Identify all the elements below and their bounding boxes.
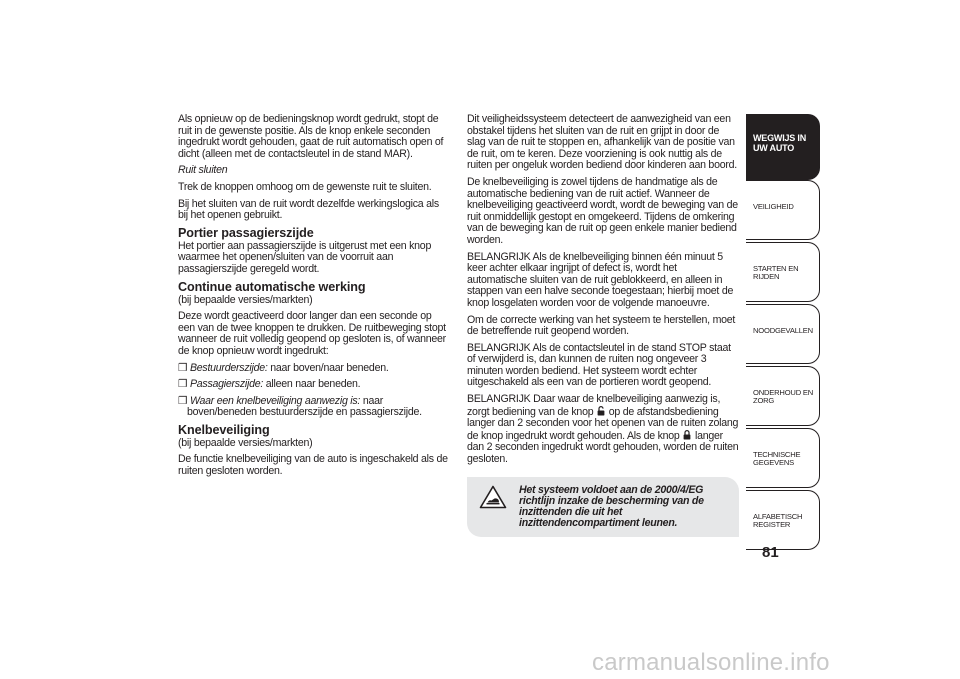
paragraph-passenger-door: Het portier aan passagierszijde is uitgerust met een knop waarmee het openen/sluiten van de voorruit aan passagierszijde geregeld wordt. [178,239,432,275]
warning-text: Het systeem voldoet aan de 2000/4/EG richtlijn inzake de bescherming van de inzittenden die uit het inzittendencompartiment leunen. [519,483,704,530]
paragraph-belangrijk-remote [467,394,739,466]
tab-starten-en-rijden[interactable]: STARTEN EN RIJDEN [746,242,820,302]
paragraph-safety-system: Dit veiligheidssysteem detecteert de aanwezigheid van een obstakel tijdens het sluiten van de ruit en grijpt in door de slag van de ruit te stoppen en, afhankelijk van de positie van de ruit, om te keren. Deze voorziening is ook nuttig als de ruiten per ongeluk worden bediend door kinderen aan boord. [467,113,737,172]
text-segment: BELANGRIJK Daar waar de knelbeveiliging aanwezig is, zorgt bediening van de knop [467,393,721,418]
text-segment: op de afstandsbediening langer dan 2 seconden voor het openen van de ruiten zolang de knop ingedrukt wordt gehouden. Als de knop [467,405,739,442]
paragraph-belangrijk-stop: BELANGRIJK Als de contactsleutel in de stand STOP staat of verwijderd is, dan kunnen de ruiten nog ongeveer 3 minuten worden bediend. Het systeem wordt echter uitgeschakeld als een van de portieren wordt geopend. [467,341,731,389]
tab-veiligheid[interactable]: VEILIGHEID [746,180,820,240]
paragraph-window-stop: Als opnieuw op de bedieningsknop wordt gedrukt, stopt de ruit in de gewenste positie. Als de knop enkele seconden ingedrukt wordt gehouden, gaat de ruit automatisch open of dicht (alleen met de contactsleutel in de stand MAR). [178,113,444,160]
heading-ruit-sluiten: Ruit sluiten [178,164,228,177]
tab-noodgevallen[interactable]: NOODGEVALLEN [746,304,820,364]
heading-knelbeveiliging: Knelbeveiliging [178,422,270,437]
list-item-text: alleen naar beneden. [263,378,361,391]
page-number: 81 [762,544,779,561]
lock-icon [683,430,691,440]
list-item-bestuurderszijde [178,363,450,375]
paragraph-belangrijk-blocked: BELANGRIJK Als de knelbeveiliging binnen één minuut 5 keer achter elkaar ingrijpt of defect is, wordt het automatische sluiten van de ruit geblokkeerd, en alleen in stappen van een halve seconde toegestaan; hierbij moet de knop losgelaten worden voor de volgende manoeuvre. [467,250,734,309]
list-item-passagierszijde [178,379,450,391]
subheading-versions: (bij bepaalde versies/markten) [178,293,313,306]
paragraph-continuous-operation: Deze wordt geactiveerd door langer dan een seconde op een van de twee knoppen te drukken. De ruitbeweging stopt wanneer de ruit volledig geopend op gesloten is, of wanneer de knop opnieuw wordt ingedrukt: [178,310,446,357]
warning-triangle-icon [479,485,507,509]
paragraph-close-window: Trek de knoppen omhoog om de gewenste ruit te sluiten. [178,180,432,193]
list-item-text: naar boven/naar beneden. [267,361,389,374]
tab-technische-gegevens[interactable]: TECHNISCHE GEGEVENS [746,428,820,488]
warning-box [467,477,739,538]
watermark: carmanualsonline.info [592,649,830,676]
list-item-label: Passagierszijde: [189,378,264,391]
unlock-icon [597,406,605,416]
tab-alfabetisch-register[interactable]: ALFABETISCH REGISTER [746,490,820,550]
heading-portier-passagierszijde: Portier passagierszijde [178,225,314,240]
list-item-label: Bestuurderszijde: [189,361,268,374]
list-item-knelbeveiliging [178,396,450,419]
tab-onderhoud-en-zorg[interactable]: ONDERHOUD EN ZORG [746,366,820,426]
list-item-label: Waar een knelbeveiliging aanwezig is: [189,394,361,407]
paragraph-knel-function: De functie knelbeveiliging van de auto is ingeschakeld als de ruiten gesloten worden. [178,453,448,478]
paragraph-restore: Om de correcte werking van het systeem te herstellen, moet de betreffende ruit geopend worden. [467,313,736,338]
text-segment: langer dan 2 seconden ingedrukt wordt gehouden, worden de ruiten gesloten. [467,429,739,466]
right-column [467,114,739,537]
left-column [178,114,450,483]
chapter-tabs [746,114,820,552]
bullet-square-icon: ❒ [178,361,188,374]
bullet-square-icon: ❒ [178,378,188,391]
list-item-text: naar boven/beneden bestuurderszijde en passagierszijde. [187,394,422,419]
paragraph-knel-active: De knelbeveiliging is zowel tijdens de handmatige als de automatische bediening van de ruit actief. Wanneer de knelbeveiliging geactiveerd wordt, wordt de beweging van de ruit onmiddellijk gestopt en omgekeerd. Tijdens de omkering van de beweging kan de ruit op geen enkele manier bediend worden. [467,175,738,246]
bullet-square-icon: ❒ [178,394,188,407]
tab-wegwijs-in-uw-auto[interactable]: WEGWIJS IN UW AUTO [746,114,820,180]
heading-continue-automatische-werking: Continue automatische werking [178,279,366,294]
subheading-versions: (bij bepaalde versies/markten) [178,436,313,449]
paragraph-close-logic: Bij het sluiten van de ruit wordt dezelfde werkingslogica als bij het openen gebruikt. [178,197,439,222]
